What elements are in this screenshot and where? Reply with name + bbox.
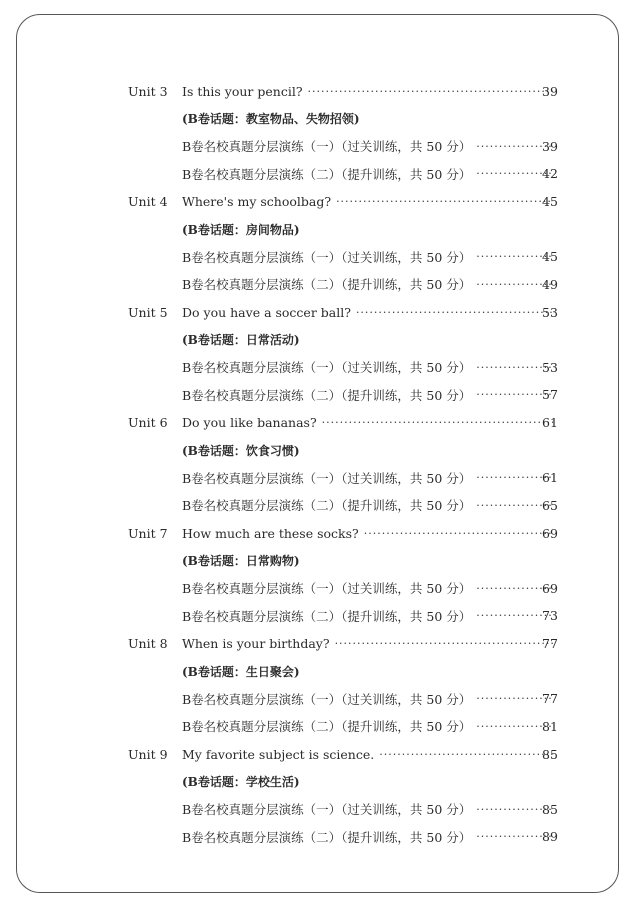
- practice-label: B卷名校真题分层演练（二）（提升训练，共 50 分）: [182, 277, 472, 293]
- practice-line: [182, 579, 558, 597]
- page-number: 61: [542, 470, 558, 486]
- practice-label: B卷名校真题分层演练（一）（过关训练，共 50 分）: [182, 139, 472, 155]
- page-number: 89: [542, 829, 558, 845]
- toc-unit-row[interactable]: [0, 523, 640, 543]
- toc-practice-row[interactable]: [0, 385, 640, 405]
- toc-practice-row[interactable]: [0, 495, 640, 515]
- leader-dots: [379, 748, 553, 761]
- topic-row: [0, 109, 640, 129]
- toc-unit-row[interactable]: [0, 634, 640, 654]
- toc-unit-row[interactable]: [0, 744, 640, 764]
- topic-row: [0, 772, 640, 792]
- page-number: 39: [542, 83, 558, 99]
- toc-unit-row[interactable]: [0, 192, 640, 212]
- unit-title: Where's my schoolbag?: [182, 194, 332, 209]
- practice-label: B卷名校真题分层演练（二）（提升训练，共 50 分）: [182, 719, 472, 735]
- unit-title-line: [182, 636, 558, 651]
- page-number: 45: [542, 194, 558, 209]
- page-number: 53: [542, 304, 558, 320]
- unit-label: Unit 9: [128, 746, 168, 762]
- page-number: 42: [542, 166, 558, 182]
- unit-title-line: [182, 415, 558, 430]
- unit-topic: (B卷话题：日常购物): [182, 554, 300, 569]
- practice-line: [182, 137, 558, 155]
- practice-label: B卷名校真题分层演练（二）（提升训练，共 50 分）: [182, 166, 472, 182]
- toc-practice-row[interactable]: [0, 274, 640, 294]
- unit-topic: (B卷话题：房间物品): [182, 222, 300, 237]
- practice-line: [182, 717, 558, 735]
- page-number: 53: [542, 359, 558, 375]
- unit-title: How much are these socks?: [182, 525, 359, 541]
- toc-unit-row[interactable]: [0, 81, 640, 101]
- practice-line: [182, 469, 558, 487]
- page-number: 69: [542, 580, 558, 596]
- page-number: 57: [542, 387, 558, 403]
- unit-label: Unit 4: [128, 194, 168, 209]
- toc-unit-row[interactable]: [0, 413, 640, 433]
- leader-dots: [335, 637, 553, 650]
- practice-line: [182, 607, 558, 625]
- page-number: 69: [542, 525, 558, 541]
- leader-dots: [364, 527, 553, 540]
- page-number: 65: [542, 497, 558, 513]
- unit-label: Unit 6: [128, 415, 168, 430]
- practice-label: B卷名校真题分层演练（一）（过关训练，共 50 分）: [182, 691, 472, 707]
- page-number: 73: [542, 608, 558, 624]
- unit-title: My favorite subject is science.: [182, 746, 375, 762]
- unit-title: When is your birthday?: [182, 636, 330, 651]
- practice-label: B卷名校真题分层演练（二）（提升训练，共 50 分）: [182, 829, 472, 845]
- unit-topic: (B卷话题：生日聚会): [182, 664, 300, 679]
- practice-label: B卷名校真题分层演练（一）（过关训练，共 50 分）: [182, 470, 472, 486]
- page-number: 77: [542, 691, 558, 707]
- practice-line: [182, 165, 558, 183]
- unit-label: Unit 8: [128, 636, 168, 651]
- unit-topic: (B卷话题：学校生活): [182, 775, 300, 790]
- page-number: 39: [542, 138, 558, 154]
- unit-title-line: [182, 526, 558, 541]
- toc-practice-row[interactable]: [0, 136, 640, 156]
- practice-line: [182, 690, 558, 708]
- page-number: 85: [542, 746, 558, 762]
- practice-line: [182, 248, 558, 266]
- unit-label: Unit 3: [128, 83, 168, 99]
- unit-title: Is this your pencil?: [182, 83, 303, 99]
- toc-practice-row[interactable]: [0, 716, 640, 736]
- practice-line: [182, 828, 558, 846]
- toc-practice-row[interactable]: [0, 827, 640, 847]
- toc-practice-row[interactable]: [0, 468, 640, 488]
- toc-practice-row[interactable]: [0, 357, 640, 377]
- practice-label: B卷名校真题分层演练（一）（过关训练，共 50 分）: [182, 802, 472, 818]
- unit-label: Unit 5: [128, 304, 168, 320]
- page-number: 77: [542, 636, 558, 651]
- toc-practice-row[interactable]: [0, 606, 640, 626]
- unit-title-line: [182, 84, 558, 99]
- practice-label: B卷名校真题分层演练（一）（过关训练，共 50 分）: [182, 249, 472, 265]
- toc-practice-row[interactable]: [0, 247, 640, 267]
- leader-dots: [322, 416, 553, 429]
- practice-label: B卷名校真题分层演练（一）（过关训练，共 50 分）: [182, 581, 472, 597]
- practice-label: B卷名校真题分层演练（二）（提升训练，共 50 分）: [182, 498, 472, 514]
- toc-practice-row[interactable]: [0, 689, 640, 709]
- page-number: 61: [542, 415, 558, 430]
- toc-practice-row[interactable]: [0, 799, 640, 819]
- leader-dots: [356, 306, 553, 319]
- topic-row: [0, 219, 640, 239]
- topic-row: [0, 330, 640, 350]
- page-number: 45: [542, 249, 558, 265]
- practice-label: B卷名校真题分层演练（一）（过关训练，共 50 分）: [182, 360, 472, 376]
- unit-title-line: [182, 747, 558, 762]
- practice-line: [182, 358, 558, 376]
- practice-line: [182, 275, 558, 293]
- practice-line: [182, 386, 558, 404]
- unit-topic: (B卷话题：饮食习惯): [182, 443, 300, 458]
- leader-dots: [308, 85, 553, 98]
- unit-title: Do you have a soccer ball?: [182, 304, 351, 320]
- toc-unit-row[interactable]: [0, 302, 640, 322]
- unit-title: Do you like bananas?: [182, 415, 317, 430]
- topic-row: [0, 551, 640, 571]
- unit-title-line: [182, 305, 558, 320]
- page-number: 49: [542, 276, 558, 292]
- practice-label: B卷名校真题分层演练（二）（提升训练，共 50 分）: [182, 608, 472, 624]
- page-number: 85: [542, 801, 558, 817]
- leader-dots: [336, 195, 553, 208]
- topic-row: [0, 661, 640, 681]
- unit-topic: (B卷话题：教室物品、失物招领): [182, 112, 360, 127]
- toc-practice-row[interactable]: [0, 164, 640, 184]
- practice-line: [182, 800, 558, 818]
- unit-title-line: [182, 194, 558, 209]
- toc-practice-row[interactable]: [0, 578, 640, 598]
- practice-label: B卷名校真题分层演练（二）（提升训练，共 50 分）: [182, 387, 472, 403]
- page-number: 81: [542, 718, 558, 734]
- practice-line: [182, 496, 558, 514]
- unit-topic: (B卷话题：日常活动): [182, 333, 300, 348]
- unit-label: Unit 7: [128, 525, 168, 541]
- topic-row: [0, 440, 640, 460]
